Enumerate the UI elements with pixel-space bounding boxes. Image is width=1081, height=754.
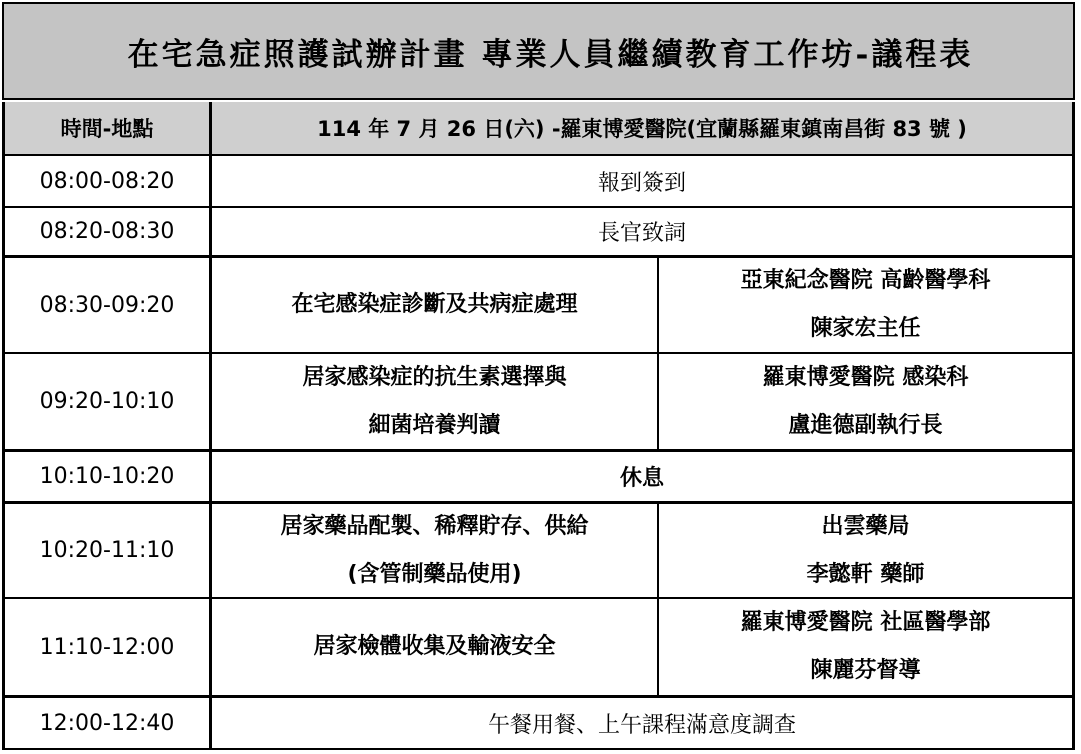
time-slot: 08:00-08:20 — [5, 156, 212, 208]
topic-line: 在宅感染症診斷及共病症處理 — [291, 292, 578, 317]
header-time-location: 時間-地點 — [5, 102, 212, 156]
session-topic — [212, 258, 659, 354]
header-date-venue: 114 年 7 月 26 日(六) -羅東博愛醫院(宜蘭縣羅東鎮南昌街 83 號 ) — [212, 102, 1072, 156]
speaker-affiliation: 出雲藥局 — [821, 513, 910, 539]
time-slot: 12:00-12:40 — [5, 698, 212, 750]
agenda-table — [2, 102, 1075, 750]
table-row — [5, 156, 1072, 208]
speaker-affiliation: 羅東博愛醫院 感染科 — [762, 364, 969, 390]
topic-line: 細菌培養判讀 — [368, 412, 501, 438]
agenda-event: 長官致詞 — [212, 208, 1072, 258]
topic-line: 居家感染症的抗生素選擇與 — [302, 364, 567, 390]
topic-line: 居家檢體收集及輸液安全 — [313, 634, 556, 659]
session-topic — [212, 504, 659, 599]
agenda-event: 報到簽到 — [212, 156, 1072, 208]
time-slot: 08:30-09:20 — [5, 258, 212, 354]
topic-line: (含管制藥品使用) — [347, 561, 522, 587]
session-speaker — [659, 258, 1072, 354]
table-row — [5, 354, 1072, 452]
speaker-name: 盧進德副執行長 — [788, 412, 943, 438]
session-topic — [212, 599, 659, 698]
table-row — [5, 599, 1072, 698]
speaker-name: 李懿軒 藥師 — [806, 561, 925, 587]
session-speaker — [659, 504, 1072, 599]
speaker-affiliation: 羅東博愛醫院 社區醫學部 — [740, 610, 991, 635]
page-title: 在宅急症照護試辦計畫 專業人員繼續教育工作坊-議程表 — [127, 36, 974, 73]
session-speaker — [659, 354, 1072, 452]
time-slot: 10:20-11:10 — [5, 504, 212, 599]
topic-line: 居家藥品配製、稀釋貯存、供給 — [280, 513, 589, 539]
table-row — [5, 698, 1072, 750]
time-slot: 08:20-08:30 — [5, 208, 212, 258]
table-row — [5, 258, 1072, 354]
table-row — [5, 504, 1072, 599]
session-topic — [212, 354, 659, 452]
agenda-event: 午餐用餐、上午課程滿意度調查 — [212, 698, 1072, 750]
session-speaker — [659, 599, 1072, 698]
table-row — [5, 208, 1072, 258]
table-row — [5, 452, 1072, 504]
speaker-name: 陳麗芬督導 — [810, 658, 921, 683]
speaker-affiliation: 亞東紀念醫院 高齡醫學科 — [740, 268, 991, 293]
agenda-event: 休息 — [212, 452, 1072, 504]
time-slot: 11:10-12:00 — [5, 599, 212, 698]
table-header-row — [5, 102, 1072, 156]
time-slot: 10:10-10:20 — [5, 452, 212, 504]
time-slot: 09:20-10:10 — [5, 354, 212, 452]
speaker-name: 陳家宏主任 — [810, 316, 921, 341]
title-banner — [2, 2, 1075, 100]
